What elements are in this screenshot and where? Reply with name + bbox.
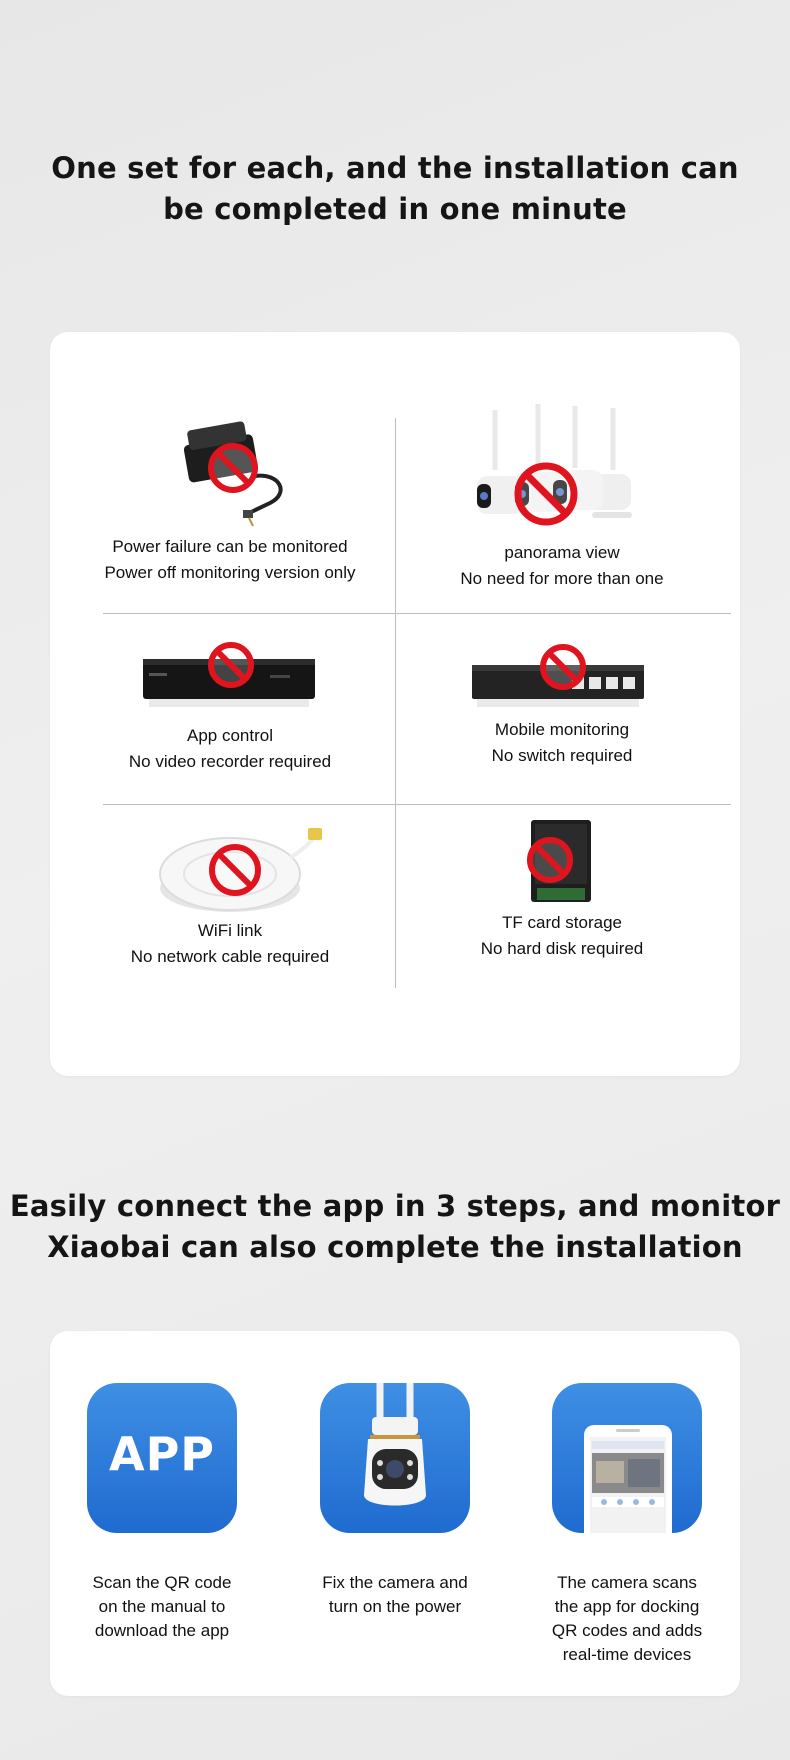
step-line: The camera scans bbox=[557, 1573, 697, 1592]
step-download-app bbox=[62, 1383, 262, 1643]
step-line: QR codes and adds bbox=[551, 1621, 703, 1640]
feature-line1: panorama view bbox=[504, 543, 620, 562]
steps-card bbox=[50, 1331, 740, 1696]
phone-icon bbox=[552, 1383, 702, 1533]
section-title-line2: be completed in one minute bbox=[163, 192, 627, 226]
features-card bbox=[50, 332, 740, 1076]
app-tile-label: APP bbox=[108, 1427, 216, 1481]
feature-line1: Mobile monitoring bbox=[494, 720, 630, 739]
step-scan-qr bbox=[527, 1383, 727, 1667]
feature-line1: Power failure can be monitored bbox=[112, 537, 348, 556]
multi-camera-icon bbox=[397, 404, 727, 534]
feature-line2: Power off monitoring version only bbox=[104, 563, 356, 582]
network-switch-icon bbox=[397, 635, 727, 715]
feature-line1: App control bbox=[187, 726, 273, 745]
step-line: on the manual to bbox=[98, 1597, 226, 1616]
feature-line2: No need for more than one bbox=[460, 569, 664, 588]
grid-divider-row2 bbox=[103, 804, 731, 805]
step-line: Fix the camera and bbox=[322, 1573, 468, 1592]
grid-divider-row1 bbox=[103, 613, 731, 614]
feature-line2: No network cable required bbox=[130, 947, 330, 966]
step-line: Scan the QR code bbox=[92, 1573, 232, 1592]
section-title-setup bbox=[0, 148, 790, 230]
grid-divider-vertical bbox=[395, 418, 396, 988]
step-line: the app for docking bbox=[554, 1597, 700, 1616]
power-adapter-icon bbox=[65, 418, 395, 528]
feature-line2: No hard disk required bbox=[480, 939, 644, 958]
feature-line2: No video recorder required bbox=[128, 752, 332, 771]
section-title-line1: Easily connect the app in 3 steps, and monitor bbox=[9, 1189, 781, 1223]
network-cable-icon bbox=[65, 818, 395, 918]
section-title-steps bbox=[0, 1186, 790, 1268]
feature-line1: WiFi link bbox=[197, 921, 263, 940]
camera-icon bbox=[320, 1383, 470, 1533]
step-line: real-time devices bbox=[562, 1645, 692, 1664]
feature-line2: No switch required bbox=[491, 746, 633, 765]
step-line: turn on the power bbox=[328, 1597, 462, 1616]
app-icon bbox=[87, 1383, 237, 1533]
feature-line1: TF card storage bbox=[502, 913, 622, 932]
step-install-camera bbox=[295, 1383, 495, 1619]
hard-disk-icon bbox=[397, 818, 727, 908]
video-recorder-icon bbox=[65, 635, 395, 715]
step-line: download the app bbox=[94, 1621, 230, 1640]
section-title-line2: Xiaobai can also complete the installation bbox=[47, 1230, 743, 1264]
section-title-line1: One set for each, and the installation can bbox=[51, 151, 739, 185]
